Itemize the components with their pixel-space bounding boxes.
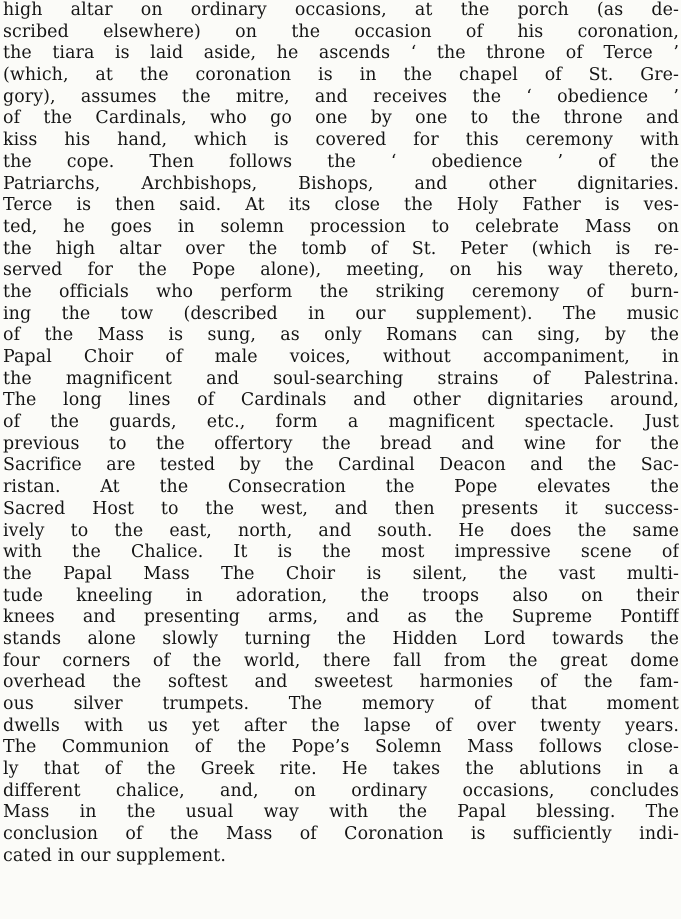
text-line: the tiara is laid aside, he ascends ‘ the throne of Terce ’: [3, 43, 679, 64]
text-line: Sacrifice are tested by the Cardinal Deacon and the Sac-: [3, 455, 679, 476]
text-line: the cope. Then follows the ‘ obedience ’ of the: [3, 151, 679, 172]
article-text-column: [3, 0, 679, 868]
text-line: four corners of the world, there fall from the great dome: [3, 650, 679, 671]
text-line: of the Cardinals, who go one by one to the throne and: [3, 108, 679, 129]
text-line: Patriarchs, Archbishops, Bishops, and other dignitaries.: [3, 173, 679, 194]
text-line: Terce is then said. At its close the Holy Father is ves-: [3, 195, 679, 216]
text-line: of the Mass is sung, as only Romans can sing, by the: [3, 325, 679, 346]
text-line: knees and presenting arms, and as the Supreme Pontiff: [3, 607, 679, 628]
text-line: overhead the softest and sweetest harmonies of the fam-: [3, 672, 679, 693]
text-line: (which, at the coronation is in the chapel of St. Gre-: [3, 65, 679, 86]
text-line: ristan. At the Consecration the Pope elevates the: [3, 477, 679, 498]
text-line: ly that of the Greek rite. He takes the ablutions in a: [3, 759, 679, 780]
text-line: gory), assumes the mitre, and receives the ‘ obedience ’: [3, 86, 679, 107]
text-line: the Papal Mass The Choir is silent, the vast multi-: [3, 563, 679, 584]
text-line: tude kneeling in adoration, the troops also on their: [3, 585, 679, 606]
text-line: scribed elsewhere) on the occasion of his coronation,: [3, 21, 679, 42]
text-line: different chalice, and, on ordinary occasions, concludes: [3, 780, 679, 801]
text-line: the magnificent and soul-searching strains of Palestrina.: [3, 368, 679, 389]
text-line: Papal Choir of male voices, without accompaniment, in: [3, 347, 679, 367]
text-line: previous to the offertory the bread and wine for the: [3, 433, 679, 454]
text-line: conclusion of the Mass of Coronation is sufficiently indi-: [3, 824, 679, 845]
text-line: with the Chalice. It is the most impressive scene of: [3, 542, 679, 563]
text-line: high altar on ordinary occasions, at the porch (as de-: [3, 0, 679, 20]
text-line: cated in our supplement.: [3, 845, 226, 866]
text-line: stands alone slowly turning the Hidden Lord towards the: [3, 628, 679, 649]
text-line: of the guards, etc., form a magnificent spectacle. Just: [3, 412, 679, 433]
text-line: the officials who perform the striking ceremony of burn-: [3, 281, 679, 302]
text-line: The Communion of the Pope’s Solemn Mass follows close-: [3, 737, 679, 758]
text-line: Mass in the usual way with the Papal blessing. The: [3, 802, 679, 823]
text-line: served for the Pope alone), meeting, on his way thereto,: [3, 260, 679, 281]
text-line: dwells with us yet after the lapse of over twenty years.: [3, 715, 679, 736]
text-line: the high altar over the tomb of St. Peter (which is re-: [3, 238, 679, 259]
text-line: The long lines of Cardinals and other dignitaries around,: [3, 390, 679, 411]
text-line: ted, he goes in solemn procession to celebrate Mass on: [3, 216, 679, 237]
text-line: ively to the east, north, and south. He does the same: [3, 520, 679, 541]
text-line: kiss his hand, which is covered for this ceremony with: [3, 130, 679, 151]
text-line: ing the tow (described in our supplement). The music: [3, 303, 679, 324]
text-line: Sacred Host to the west, and then presents it success-: [3, 498, 679, 519]
text-line: ous silver trumpets. The memory of that moment: [3, 694, 679, 714]
